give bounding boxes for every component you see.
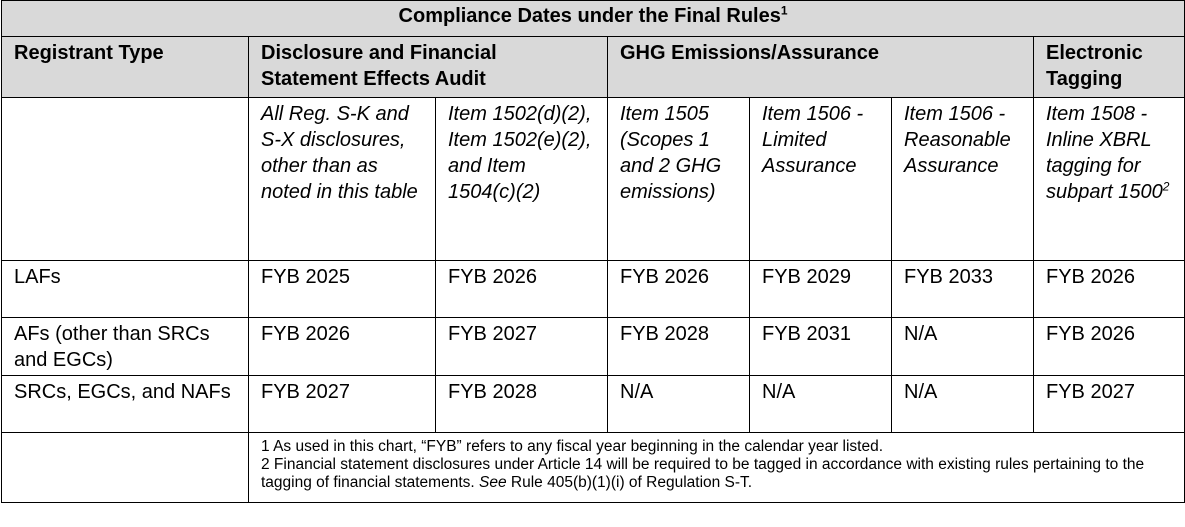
footnote-2-text: 2 Financial statement disclosures under Article 14 will be required to be tagged in accordance with existing rules pertaining to the tagging of financial statements. (261, 456, 1145, 491)
header-tagging: Electronic Tagging (1034, 37, 1185, 98)
row-cell: FYB 2028 (436, 376, 608, 433)
table-row (2, 376, 1185, 433)
table-row (2, 261, 1185, 318)
table-title-text: Compliance Dates under the Final Rules (398, 5, 781, 27)
row-cell: FYB 2027 (1034, 376, 1185, 433)
row-cell: N/A (892, 318, 1034, 376)
row-cell: FYB 2031 (750, 318, 892, 376)
header-ghg: GHG Emissions/Assurance (608, 37, 1034, 98)
footnote-2-see: See (479, 474, 507, 491)
subheader-item-1502: Item 1502(d)(2), Item 1502(e)(2), and Item 1504(c)(2) (436, 98, 608, 261)
row-registrant-type: LAFs (2, 261, 249, 318)
row-cell: FYB 2033 (892, 261, 1034, 318)
subheader-empty (2, 98, 249, 261)
footnote-row (2, 433, 1185, 503)
row-cell: FYB 2026 (1034, 261, 1185, 318)
row-cell: FYB 2028 (608, 318, 750, 376)
row-cell: FYB 2026 (1034, 318, 1185, 376)
row-cell: FYB 2027 (249, 376, 436, 433)
subheader-all-reg: All Reg. S-K and S-X disclosures, other than as noted in this table (249, 98, 436, 261)
row-cell: FYB 2027 (436, 318, 608, 376)
row-cell: FYB 2026 (249, 318, 436, 376)
footnote-1: 1 As used in this chart, “FYB” refers to any fiscal year beginning in the calendar year listed. (261, 438, 884, 455)
title-footnote-ref: 1 (780, 3, 788, 18)
row-cell: N/A (892, 376, 1034, 433)
row-cell: FYB 2029 (750, 261, 892, 318)
footnote-2-ref: Rule 405(b)(1)(i) of Regulation S-T. (510, 474, 753, 491)
subheader-xbrl (1034, 98, 1185, 261)
subheader-limited-assurance: Item 1506 - Limited Assurance (750, 98, 892, 261)
footnote-empty (2, 433, 249, 503)
header-disclosure-audit: Disclosure and Financial Statement Effects Audit (249, 37, 608, 98)
row-cell: N/A (750, 376, 892, 433)
header-registrant-type: Registrant Type (2, 37, 249, 98)
row-cell: FYB 2026 (436, 261, 608, 318)
row-cell: N/A (608, 376, 750, 433)
subheader-reasonable-assurance: Item 1506 - Reasonable Assurance (892, 98, 1034, 261)
subheader-xbrl-text: Item 1508 - Inline XBRL tagging for subpart 1500 (1046, 103, 1163, 203)
footnote-2 (261, 456, 1174, 492)
footnotes (249, 433, 1185, 503)
row-registrant-type: SRCs, EGCs, and NAFs (2, 376, 249, 433)
subheader-item-1505: Item 1505 (Scopes 1 and 2 GHG emissions) (608, 98, 750, 261)
row-registrant-type: AFs (other than SRCs and EGCs) (2, 318, 249, 376)
compliance-dates-table (1, 0, 1185, 503)
xbrl-footnote-ref: 2 (1162, 179, 1170, 194)
table-row (2, 318, 1185, 376)
row-cell: FYB 2026 (608, 261, 750, 318)
row-cell: FYB 2025 (249, 261, 436, 318)
table-title (2, 1, 1185, 37)
